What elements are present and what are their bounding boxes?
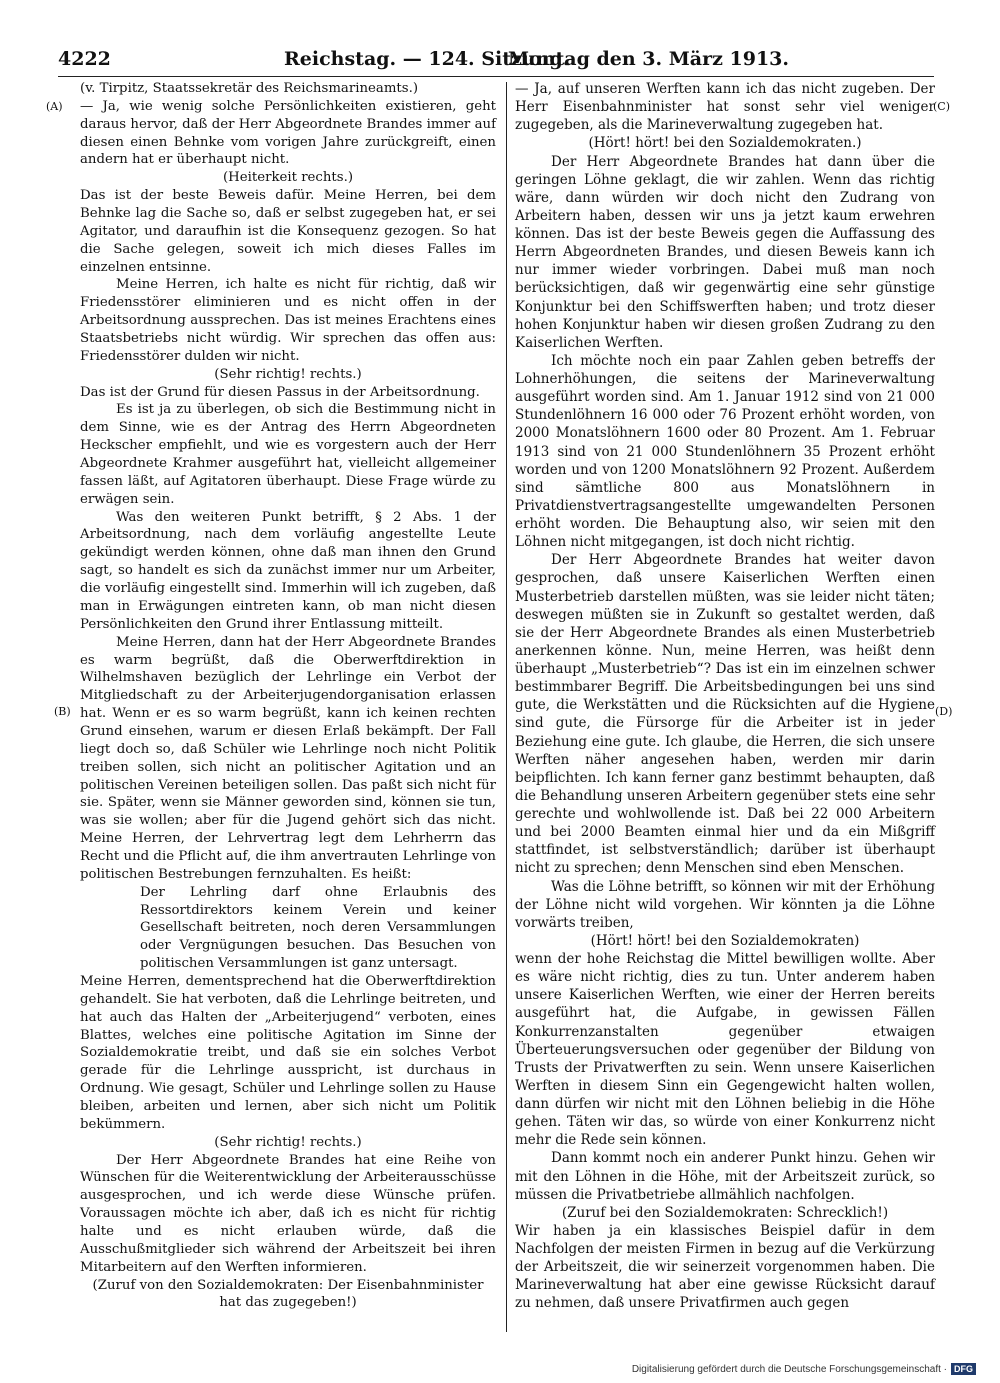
paragraph: Meine Herren, dann hat der Herr Abgeordnete Brandes es warm begrüßt, daß die Oberwerftdirektion in Wilhelmshaven bezüglich der Lehrlinge ein Verbot der Mitgliedschaft zu der Arbeiterjugendorganisation erlassen hat. Wenn er es so warm begrüßt, kann ich keinen rechten Grund einsehen, warum er diesen Erlaß bekämpft. Der Fall liegt doch so, daß Schüler wie Lehrlinge noch nicht Politik treiben sollen, sich nicht an politischer Agitation und an politischen Vereinen beteiligen sollen. Das paßt sich nicht für sie. Später, wenn sie Männer geworden sind, können sie tun, was sie wollen; aber für die Jugend gehört sich das nicht. Meine Herren, der Lehrvertrag legt dem Lehrherrn das Recht und die Pflicht auf, die ihm anvertrauten Lehrlinge von politischen Bestrebungen fernzuhalten. Es heißt:: [80, 634, 496, 882]
interjection: (Hört! hört! bei den Sozialdemokraten): [590, 932, 860, 949]
footer-credit: Digitalisierung gefördert durch die Deutsche Forschungsgemeinschaft ·: [631, 1363, 947, 1375]
left-column: [80, 80, 496, 1312]
interjection: (Sehr richtig! rechts.): [214, 1134, 362, 1150]
header-session: Reichstag. — 124. Sitzung.: [284, 48, 570, 70]
paragraph: Was den weiteren Punkt betrifft, § 2 Abs. 1 der Arbeitsordnung, nach dem vorläufig angestellte Leute gekündigt werden können, ohne daß man ihnen den Grund sagt, so handelt es sich da zunächst immer nur um Arbeiter, die vorläufig eingestellt sind. Immerhin will ich zugeben, daß man in Erwägungen eintreten kann, ob man nicht diesen Persönlichkeiten den Grund ihrer Entlassung mitteilt.: [80, 509, 496, 632]
paragraph: Meine Herren, ich halte es nicht für richtig, daß wir Friedensstörer eliminieren und es nicht offen in der Arbeitsordnung aussprechen. Das ist meines Erachtens eines Staatsbetriebs nicht würdig. Wir sprechen das offen aus: Friedensstörer dulden wir nicht.: [80, 277, 496, 364]
footer: [632, 1363, 976, 1375]
interjection: (Sehr richtig! rechts.): [214, 366, 362, 382]
paragraph: Wir haben ja ein klassisches Beispiel dafür in dem Nachfolgen der meisten Firmen in bezug auf die Verkürzung der Arbeitszeit, die wir seinerzeit vorgenommen haben. Die Marineverwaltung hat aber eine gewisse Rücksicht darauf zu nehmen, daß unsere Privatfirmen auch gegen: [515, 1222, 935, 1312]
paragraph: wenn der hohe Reichstag die Mittel bewilligen wollte. Aber es wäre nicht richtig, dies zu tun. Unter anderem haben unsere Kaiserlichen Werften, wie einer der Herren bereits ausgeführt hat, die Aufgabe, in gewissen Fällen Konkurrenzanstalten gegenüber etwaigen Überteuerungsversuchen oder gegenüber der Bildung von Trusts der Privatwerften zu sein. Wenn unsere Kaiserlichen Werften in diesem Sinn ein Gegengewicht halten wollen, dann dürfen wir nicht mit den Löhnen beliebig in die Höhe gehen. Täten wir das, so würde von einer Konkurrenz nicht mehr die Rede sein können.: [515, 951, 935, 1149]
right-column: [515, 80, 935, 1313]
paragraph: (v. Tirpitz, Staatssekretär des Reichsmarineamts.): [80, 81, 419, 96]
paragraph: Was die Löhne betrifft, so können wir mit der Erhöhung der Löhne nicht wild vorgehen. Wir könnten ja die Löhne vorwärts treiben,: [515, 878, 935, 931]
header-date: Montag den 3. März 1913.: [508, 48, 790, 70]
paragraph: Der Herr Abgeordnete Brandes hat eine Reihe von Wünschen für die Weiterentwicklung der Arbeiterausschüsse ausgesprochen, und ich werde diese Wünsche prüfen. Voraussagen möchte ich aber, daß ich es nicht für richtig halte und es nicht erlauben würde, daß die Ausschußmitglieder sich während der Arbeitszeit bei ihren Mitarbeitern auf den Werften informieren.: [80, 1152, 496, 1275]
paragraph: — Ja, wie wenig solche Persönlichkeiten existieren, geht daraus hervor, daß der Herr Abgeordnete Brandes immer auf diesen einen Behnke vom vorigen Jahre zurückgreift, einen andern hat er überhaupt nicht.: [80, 98, 496, 168]
paragraph: Das ist der Grund für diesen Passus in der Arbeitsordnung.: [80, 384, 480, 400]
paragraph: — Ja, auf unseren Werften kann ich das nicht zugeben. Der Herr Eisenbahnminister hat sonst sehr viel weniger zugegeben, als die Marineverwaltung zugegeben hat.: [515, 81, 935, 134]
paragraph: Das ist der beste Beweis dafür. Meine Herren, bei dem Behnke lag die Sache so, daß er selbst zugegeben hat, er sei Agitator, und daraufhin ist die Konsequenz gezogen. So hat die Sache gelegen, soweit ich mich dieses Falles im einzelnen entsinne.: [80, 188, 496, 275]
margin-marker-d: (D): [935, 705, 953, 718]
paragraph: Dann kommt noch ein anderer Punkt hinzu. Gehen wir mit den Löhnen in die Höhe, mit der Arbeitszeit zurück, so müssen die Privatbetriebe allmählich nachfolgen.: [515, 1150, 935, 1203]
interjection: (Zuruf von den Sozialdemokraten: Der Eisenbahnminister hat das zugegeben!): [92, 1277, 484, 1311]
dfg-logo: DFG: [951, 1363, 976, 1375]
column-divider: [506, 82, 507, 1332]
margin-marker-c: (C): [933, 100, 950, 113]
paragraph: Der Herr Abgeordnete Brandes hat weiter davon gesprochen, daß unsere Kaiserlichen Werften einen Musterbetrieb darstellen müßten, was sie leider nicht täten; deswegen müßten sie in Zukunft so gestaltet werden, daß sie der Herr Abgeordnete Brandes als einen Musterbetrieb anerkennen könne. Nun, meine Herren, was heißt denn überhaupt „Musterbetrieb“? Das ist ein im einzelnen schwer bestimmbarer Begriff. Die Arbeitsbedingungen bei uns sind gute, die Werkstätten und die Rücksichten auf die Hygiene sind gute, die Fürsorge für die Arbeiter ist in jeder Beziehung eine gute. Ich glaube, die Herren, die sich unsere Werften näher angesehen haben, werden mir darin beipflichten. Ich kann ferner ganz bestimmt behaupten, daß die Behandlung unseren Arbeitern gegenüber stets eine sehr gerechte und wohlwollende ist. Daß bei 22 000 Arbeitern und bei 2000 Beamten einmal hier und da ein Mißgriff stattfindet, ist selbstverständlich; darüber ist überhaupt nicht zu sprechen; denn Menschen sind eben Menschen.: [515, 552, 935, 877]
paragraph: Es ist ja zu überlegen, ob sich die Bestimmung nicht in dem Sinne, wie es der Antrag des Herrn Abgeordneten Heckscher empfiehlt, und wie es vorgestern auch der Herr Abgeordnete Krahmer ausgeführt hat, vielleicht allgemeiner fassen läßt, auf Agitatoren überhaupt. Diese Frage würde zu erwägen sein.: [80, 402, 496, 507]
margin-marker-a: (A): [46, 100, 63, 113]
paragraph: Ich möchte noch ein paar Zahlen geben betreffs der Lohnerhöhungen, die seitens der Marineverwaltung ausgeführt worden sind. Am 1. Januar 1912 sind von 21 000 Stundenlöhnern 16 000 oder 76 Prozent erhöht worden, von 2000 Monatslöhnern 1600 oder 80 Prozent. Am 1. Februar 1913 sind von 21 000 Stundenlöhnern 35 Prozent erhöht worden und von 1200 Monatslöhnern 92 Prozent. Außerdem sind sämtliche 800 aus Monatslöhnern in Privatdienstvertragsangestellte umgewandelten Personen erhöht worden. Die Behauptung also, wir seien mit den Löhnen nicht mitgegangen, ist doch nicht richtig.: [515, 352, 935, 551]
page-number: 4222: [58, 48, 111, 70]
margin-marker-b: (B): [54, 705, 71, 718]
paragraph: Der Lehrling darf ohne Erlaubnis des Ressortdirektors keinem Verein und keiner Gesellschaft beitreten, noch deren Versammlungen oder Vergnügungen besuchen. Das Besuchen von politischen Versammlungen ist ganz untersagt.: [140, 884, 496, 972]
paragraph: Der Herr Abgeordnete Brandes hat dann über die geringen Löhne geklagt, die wir zahlen. Wenn das richtig wäre, dann würden wir doch nicht den Zudrang von Arbeitern haben, dessen wir uns ja jetzt kaum erwehren können. Das ist der beste Beweis gegen die Auffassung des Herrn Abgeordneten Brandes, und diesen Beweis kann ich nur immer wieder vorbringen. Dabei muß man noch berücksichtigen, daß wir gegenwärtig eine sehr günstige Konjunktur bei den Schiffswerften haben; und trotz dieser hohen Konjunktur haben wir diesen großen Zudrang zu den Kaiserlichen Werften.: [515, 153, 935, 351]
paragraph: Meine Herren, dementsprechend hat die Oberwerftdirektion gehandelt. Sie hat verboten, daß die Lehrlinge beitreten, und hat auch das Halten der „Arbeiterjugend“ verboten, eines Blattes, welches eine politische Agitation im Sinne der Sozialdemokratie treibt, und daß sie ein solches Verbot gerade für die Lehrlinge ausspricht, ist durchaus in Ordnung. Wie gesagt, Schüler und Lehrlinge sollen zu Hause bleiben, arbeiten und lernen, aber sich nicht um Politik bekümmern.: [80, 973, 496, 1132]
page-header: [58, 46, 934, 77]
interjection: (Hört! hört! bei den Sozialdemokraten.): [588, 135, 862, 152]
interjection: (Zuruf bei den Sozialdemokraten: Schrecklich!): [561, 1204, 889, 1221]
interjection: (Heiterkeit rechts.): [222, 170, 354, 186]
